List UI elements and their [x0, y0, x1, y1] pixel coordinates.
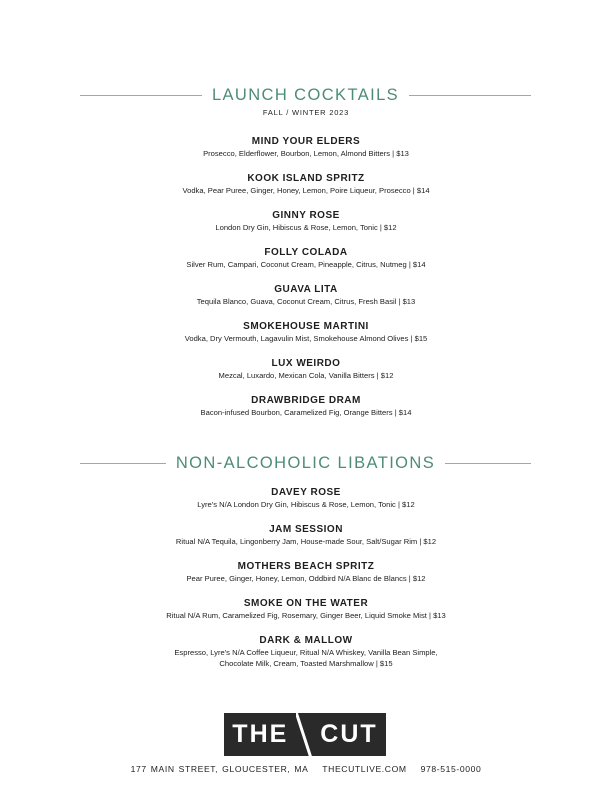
menu-item-name: JAM SESSION — [269, 524, 343, 535]
menu-item — [0, 634, 612, 671]
menu-item-name: MIND YOUR ELDERS — [251, 136, 361, 147]
description-line: Bacon-infused Bourbon, Caramelized Fig, Orange Bitters | $14 — [200, 408, 412, 417]
description-line: Mezcal, Luxardo, Mexican Cola, Vanilla Bitters | $12 — [218, 371, 394, 380]
menu-item — [0, 172, 612, 209]
description-line: Tequila Blanco, Guava, Coconut Cream, Citrus, Fresh Basil | $13 — [196, 297, 416, 306]
description-line: London Dry Gin, Hibiscus & Rose, Lemon, Tonic | $12 — [215, 223, 397, 232]
description-line: Pear Puree, Ginger, Honey, Lemon, Oddbird N/A Blanc de Blancs | $12 — [186, 574, 426, 583]
menu-item — [0, 209, 612, 246]
menu-item-description — [0, 333, 612, 344]
menu-item — [0, 320, 612, 357]
description-line: Ritual N/A Tequila, Lingonberry Jam, House-made Sour, Salt/Sugar Rim | $12 — [175, 537, 437, 546]
menu-item-description — [0, 296, 612, 307]
menu-item-description — [0, 610, 612, 621]
footer-phone: 978-515-0000 — [420, 764, 482, 774]
menu-item — [0, 486, 612, 523]
menu-item — [0, 523, 612, 560]
menu-item-name: DAVEY ROSE — [271, 487, 341, 498]
menu-item — [0, 135, 612, 172]
menu-item — [0, 560, 612, 597]
menu-item — [0, 357, 612, 394]
menu-item — [0, 283, 612, 320]
menu-item-name: LUX WEIRDO — [271, 358, 341, 369]
logo-slash — [296, 713, 312, 756]
menu-item — [0, 597, 612, 634]
description-line: Silver Rum, Campari, Coconut Cream, Pineapple, Citrus, Nutmeg | $14 — [186, 260, 426, 269]
cocktails-section-header — [80, 86, 531, 105]
menu-item-description — [0, 536, 612, 547]
header-rule-right — [409, 95, 531, 96]
cocktails-section-title: LAUNCH COCKTAILS — [211, 86, 400, 104]
menu-item-name: GINNY ROSE — [272, 210, 340, 221]
menu-item-name: KOOK ISLAND SPRITZ — [247, 173, 365, 184]
description-line: Ritual N/A Rum, Caramelized Fig, Rosemary, Ginger Beer, Liquid Smoke Mist | $13 — [166, 611, 446, 620]
logo-word-left: THE — [232, 720, 289, 748]
footer-website: THECUTLIVE.COM — [322, 764, 407, 774]
menu-item-name: DRAWBRIDGE DRAM — [251, 395, 361, 406]
menu-item-name: SMOKE ON THE WATER — [243, 598, 369, 609]
header-rule-left — [80, 463, 166, 464]
menu-item-name: DARK & MALLOW — [259, 635, 353, 646]
menu-item-description — [0, 573, 612, 584]
description-line: Vodka, Dry Vermouth, Lagavulin Mist, Smokehouse Almond Olives | $15 — [184, 334, 428, 343]
header-rule-right — [445, 463, 531, 464]
logo-word-right: CUT — [320, 720, 378, 748]
season-subtitle: FALL / WINTER 2023 — [262, 108, 350, 117]
menu-item-description — [0, 148, 612, 159]
menu-item-name: SMOKEHOUSE MARTINI — [243, 321, 369, 332]
header-rule-left — [80, 95, 202, 96]
menu-item-description — [0, 407, 612, 418]
menu-item-description — [0, 259, 612, 270]
menu-item-description — [0, 185, 612, 196]
footer-address: 177 MAIN STREET, GLOUCESTER, MA — [130, 764, 309, 774]
non-alcoholic-section-title: NON-ALCOHOLIC LIBATIONS — [175, 454, 436, 472]
description-line: Espresso, Lyre's N/A Coffee Liqueur, Ritual N/A Whiskey, Vanilla Bean Simple, — [174, 648, 438, 657]
description-line: Lyre's N/A London Dry Gin, Hibiscus & Rose, Lemon, Tonic | $12 — [197, 500, 415, 509]
menu-item-name: MOTHERS BEACH SPRITZ — [237, 561, 375, 572]
the-cut-logo — [224, 713, 386, 756]
footer-contact — [0, 764, 612, 774]
menu-item-description — [0, 222, 612, 233]
non-alcoholic-list — [0, 486, 612, 671]
description-line: Chocolate Milk, Cream, Toasted Marshmallow | $15 — [219, 659, 393, 668]
description-line: Prosecco, Elderflower, Bourbon, Lemon, Almond Bitters | $13 — [203, 149, 409, 158]
menu-item-name: FOLLY COLADA — [264, 247, 348, 258]
menu-item — [0, 394, 612, 431]
menu-item-description — [0, 647, 612, 669]
description-line: Vodka, Pear Puree, Ginger, Honey, Lemon, Poire Liqueur, Prosecco | $14 — [182, 186, 430, 195]
menu-item-name: GUAVA LITA — [274, 284, 338, 295]
menu-item — [0, 246, 612, 283]
menu-item-description — [0, 370, 612, 381]
non-alcoholic-section-header — [80, 454, 531, 473]
menu-item-description — [0, 499, 612, 510]
cocktail-list — [0, 135, 612, 431]
